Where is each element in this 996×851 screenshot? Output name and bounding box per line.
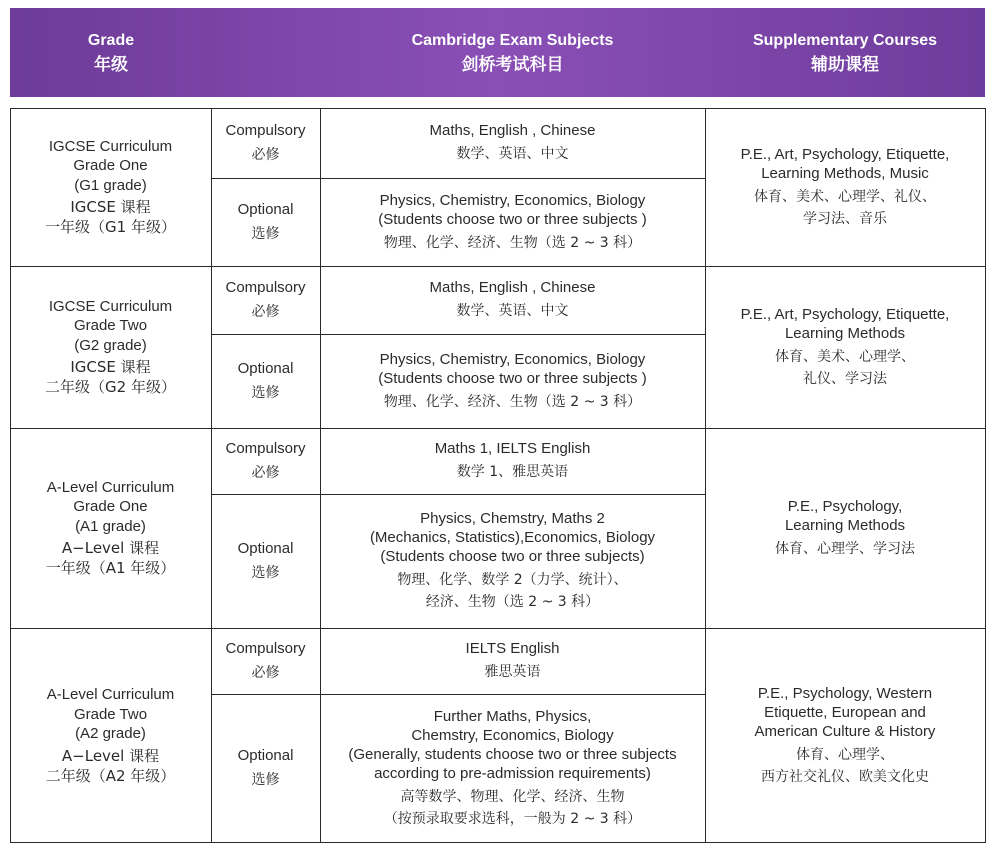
compulsory-type-cell [211,266,320,334]
header-subjects-en: Cambridge Exam Subjects [411,31,614,49]
grade-name-en: (A1 grade) [75,517,146,535]
subjects-cn-block [457,461,568,483]
header-supplementary [705,8,985,97]
column-line [705,108,706,843]
subjects-cn: 高等数学、物理、化学、经济、生物 [400,789,625,805]
grade-name-cn: 一年级（A1 年级） [45,559,176,578]
header-subjects-cn: 剑桥考试科目 [461,54,564,74]
grade-name-en: IGCSE Curriculum [48,137,173,155]
compulsory-label-cn: 必修 [251,664,280,681]
supplementary-cn: 体育、美术、心理学、礼仪、 [754,188,936,205]
supplementary-cell [705,628,985,843]
supplementary-cn-block [761,744,929,788]
supplementary-cell [705,428,985,628]
supplementary-en: Learning Methods [784,516,906,534]
optional-subjects-cell [320,494,705,628]
grade-name-en: Grade One [73,498,148,516]
grade-name-en: (G2 grade) [74,336,147,354]
optional-type-cell [211,178,320,266]
row-line [10,428,986,429]
grade-cell [10,628,211,843]
subjects-en: Maths 1, IELTS English [434,440,591,457]
supplementary-en: American Culture & History [754,722,936,740]
grade-name-en: Grade Two [73,317,148,335]
supplementary-cell [705,266,985,428]
subjects-cn-block [384,786,641,830]
supplementary-cell [705,108,985,266]
subjects-cn: 雅思英语 [484,664,541,680]
grade-name-cn: 二年级（G2 年级） [45,378,176,397]
table-header [10,8,985,97]
grade-cell [10,108,211,266]
subjects-en: Maths, English , Chinese [429,122,596,139]
subjects-en: (Students choose two or three subjects) [380,548,645,565]
grade-name-en: IGCSE Curriculum [48,297,173,315]
supplementary-cn-block [775,346,915,390]
column-line [10,108,11,843]
header-grade [10,8,212,97]
row-line [10,108,986,109]
optional-label-cn: 选修 [251,225,280,242]
split-line [211,494,705,495]
supplementary-cn: 西方社交礼仪、欧美文化史 [761,768,929,785]
optional-subjects-cell [320,178,705,266]
subjects-en: Physics, Chemstry, Maths 2 [420,510,605,527]
header-subjects [320,8,705,97]
optional-subjects-cell [320,694,705,843]
subjects-cn-block [384,232,641,254]
supplementary-en: Learning Methods [784,324,906,342]
supplementary-cn: 体育、心理学、学习法 [775,540,915,557]
compulsory-subjects-cell [320,108,705,178]
subjects-cn-block [397,569,627,613]
subjects-cn-block [485,661,541,683]
subjects-cn: 物理、化学、数学 2（力学、统计）、 [397,572,628,588]
optional-type-cell [211,694,320,843]
subjects-cn: （按预录取要求选科，一般为 2 ~ 3 科） [383,811,642,827]
subjects-en: (Students choose two or three subjects ) [378,210,647,228]
subjects-en: according to pre-admission requirements) [374,765,651,782]
subjects-en: Further Maths, Physics, [433,708,592,725]
subjects-cn: 物理、化学、经济、生物（选 2 ~ 3 科） [383,393,642,410]
supplementary-en: Etiquette, European and [764,703,926,721]
subjects-en: Physics, Chemistry, Economics, Biology [379,191,646,209]
grade-name-en: (A2 grade) [75,725,146,743]
grade-name-cn: 二年级（A2 年级） [45,766,176,785]
grade-name-cn: IGCSE 课程 [70,358,151,377]
compulsory-type-cell [211,428,320,494]
optional-type-cell [211,494,320,628]
grade-cell [10,266,211,428]
grade-name-cn: A−Level 课程 [61,746,160,765]
split-line [211,178,705,179]
compulsory-subjects-cell [320,266,705,334]
subjects-en: Chemstry, Economics, Biology [411,727,614,744]
supplementary-cn: 体育、心理学、 [796,746,894,763]
supplementary-cn-block [775,538,915,560]
subjects-cn: 经济、生物（选 2 ~ 3 科） [425,594,600,610]
subjects-en: Maths, English , Chinese [429,279,596,296]
header-supplementary-en: Supplementary Courses [752,31,938,49]
optional-label-en: Optional [237,539,294,557]
grade-cell [10,428,211,628]
compulsory-label-en: Compulsory [225,439,306,457]
header-grade-cn: 年级 [94,54,128,74]
compulsory-label-cn: 必修 [251,303,280,320]
supplementary-en: P.E., Psychology, Western [757,684,933,702]
compulsory-subjects-cell [320,428,705,494]
optional-label-cn: 选修 [251,384,280,401]
grade-name-cn: A−Level 课程 [61,539,160,558]
grade-name-cn: 一年级（G1 年级） [45,218,176,237]
optional-label-en: Optional [237,747,294,764]
subjects-en: (Generally, students choose two or three subjects [348,746,677,763]
optional-subjects-cell [320,334,705,428]
curriculum-table [10,108,986,843]
subjects-en: IELTS English [465,640,560,657]
compulsory-label-en: Compulsory [225,639,306,657]
optional-type-cell [211,334,320,428]
supplementary-cn-block [754,186,936,230]
grade-name-en: Grade Two [73,705,148,723]
column-line [211,108,212,843]
row-line [10,842,986,843]
subjects-cn-block [457,143,569,165]
split-line [211,334,705,335]
optional-label-en: Optional [237,200,294,218]
subjects-cn-block [384,391,641,413]
header-supplementary-cn: 辅助课程 [811,54,879,74]
row-line [10,266,986,267]
subjects-cn: 数学、英语、中文 [456,146,569,162]
subjects-en: (Mechanics, Statistics),Economics, Biology [369,529,656,546]
optional-label-cn: 选修 [251,772,280,788]
header-grade-en: Grade [87,31,135,49]
optional-label-cn: 选修 [251,564,280,581]
optional-label-en: Optional [237,359,294,377]
compulsory-type-cell [211,108,320,178]
column-line [985,108,986,843]
subjects-cn: 数学、英语、中文 [456,303,569,319]
supplementary-en: P.E., Art, Psychology, Etiquette, [740,305,950,323]
supplementary-cn: 礼仪、学习法 [803,370,887,387]
compulsory-type-cell [211,628,320,694]
subjects-cn: 物理、化学、经济、生物（选 2 ~ 3 科） [383,234,642,251]
supplementary-cn: 学习法、音乐 [803,210,887,227]
compulsory-label-en: Compulsory [225,278,306,296]
supplementary-en: P.E., Psychology, [787,497,903,515]
supplementary-cn: 体育、美术、心理学、 [775,348,915,365]
split-line [211,694,705,695]
grade-name-en: A-Level Curriculum [46,686,175,704]
compulsory-label-en: Compulsory [225,121,306,139]
subjects-cn-block [457,300,569,322]
supplementary-en: Learning Methods, Music [761,164,929,182]
compulsory-subjects-cell [320,628,705,694]
row-line [10,628,986,629]
grade-name-en: Grade One [73,157,148,175]
compulsory-label-cn: 必修 [251,464,280,481]
subjects-en: Physics, Chemistry, Economics, Biology [379,350,646,368]
subjects-en: (Students choose two or three subjects ) [378,369,647,387]
subjects-cn: 数学 1、雅思英语 [456,464,569,480]
column-line [320,108,321,843]
supplementary-en: P.E., Art, Psychology, Etiquette, [740,145,950,163]
grade-name-en: (G1 grade) [74,176,147,194]
grade-name-en: A-Level Curriculum [46,478,175,496]
grade-name-cn: IGCSE 课程 [70,198,151,217]
compulsory-label-cn: 必修 [251,146,280,163]
